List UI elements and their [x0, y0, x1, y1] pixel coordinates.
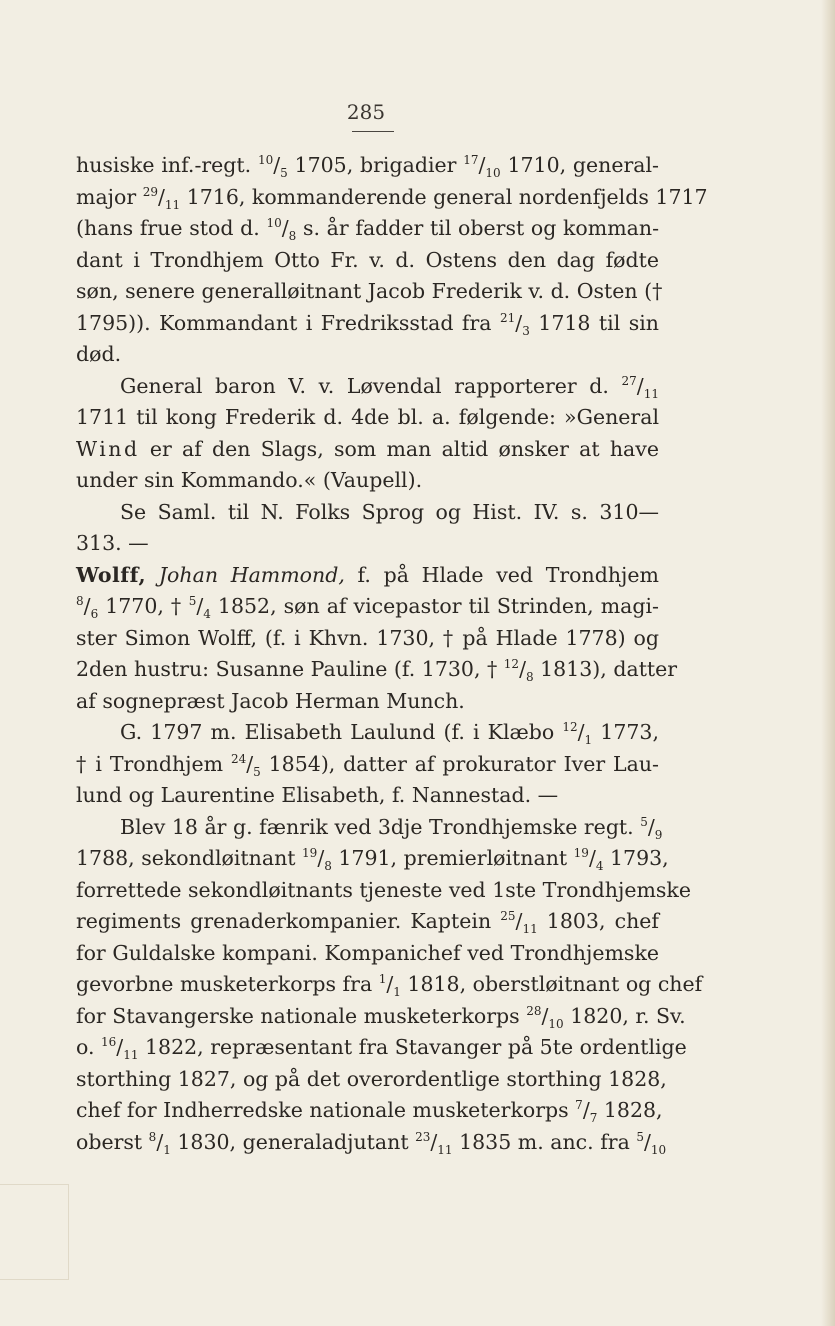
text-line	[76, 1001, 686, 1033]
text-line	[76, 1064, 667, 1096]
text-line	[76, 654, 678, 686]
text-run: /	[246, 751, 254, 776]
text-run: s. år fadder til oberst og komman-	[296, 216, 660, 240]
text-line	[76, 434, 659, 466]
text-line	[76, 497, 659, 529]
text-line	[76, 812, 663, 844]
date-superscript: 5	[188, 594, 197, 609]
text-run: for Stavangerske nationale musketerkorps	[76, 1003, 527, 1028]
text-line	[76, 938, 659, 970]
text-run: major	[76, 184, 143, 209]
text-run: /	[83, 594, 91, 618]
text-run: for Guldalske kompani. Kompanichef ved Trondhjemske	[76, 940, 659, 965]
text-line	[76, 308, 659, 340]
date-subscript: 10	[650, 1142, 667, 1157]
text-line	[76, 560, 659, 592]
date-superscript: 21	[499, 310, 516, 325]
text-run: G. 1797 m. Elisabeth Laulund (f. i Klæbo	[120, 720, 563, 744]
text-run: 1791, premierløitnant	[331, 846, 574, 870]
text-run: /	[386, 972, 394, 996]
text-line	[76, 1095, 663, 1127]
date-superscript: 10	[266, 216, 282, 231]
text-run: 1813), datter	[533, 657, 678, 681]
date-subscript: 8	[324, 859, 332, 874]
body-text	[76, 150, 708, 1158]
text-run: /	[281, 216, 289, 240]
date-subscript: 3	[522, 323, 530, 338]
text-run: søn, senere generalløitnant Jacob Frederik v. d. Osten (†	[76, 279, 663, 303]
text-run: chef for Indherredske nationale musketerkorps	[76, 1098, 576, 1122]
text-run: er af den Slags, som man altid ønsker at have	[139, 436, 659, 461]
text-run: 1822, repræsentant fra Stavanger på 5te ordentlige	[138, 1035, 687, 1059]
text-run: f. på Hlade ved Trondhjem	[344, 562, 659, 587]
text-run: Blev 18 år g. fænrik ved 3dje Trondhjemske regt.	[120, 814, 641, 839]
text-run: 1820, r. Sv.	[563, 1003, 686, 1028]
text-run: /	[430, 1129, 438, 1154]
date-subscript: 11	[522, 922, 538, 937]
text-run: ster Simon Wolff, (f. i Khvn. 1730, † på Hlade 1778) og	[76, 625, 659, 650]
date-subscript: 4	[203, 607, 211, 622]
text-run: 1854), datter af prokurator Iver Lau-	[260, 751, 659, 776]
date-superscript: 16	[101, 1035, 117, 1050]
text-run: (hans frue stod d.	[76, 216, 267, 240]
text-run: /	[515, 909, 523, 933]
text-run: /	[636, 373, 644, 398]
text-run: storthing 1827, og på det overordentlige storthing 1828,	[76, 1066, 667, 1091]
text-run: død.	[76, 342, 122, 366]
text-run: /	[582, 1098, 590, 1122]
text-line	[76, 686, 659, 718]
date-subscript: 9	[654, 827, 663, 842]
date-subscript: 1	[393, 985, 401, 1000]
date-superscript: 5	[636, 1129, 644, 1144]
date-subscript: 1	[584, 733, 593, 748]
spaced-name: Wind	[76, 436, 140, 461]
date-subscript: 5	[253, 764, 261, 779]
text-run: lund og Laurentine Elisabeth, f. Nannestad. —	[76, 783, 559, 807]
text-line	[76, 371, 659, 403]
text-line	[76, 780, 659, 812]
date-superscript: 27	[621, 373, 637, 388]
date-superscript: 10	[257, 153, 274, 168]
date-superscript: 5	[640, 814, 648, 829]
text-line	[76, 875, 691, 907]
text-run: Se Saml. til N. Folks Sprog og Hist. IV. s. 310—	[120, 499, 659, 524]
date-subscript: 10	[485, 166, 501, 181]
text-run: † i Trondhjem	[76, 751, 231, 776]
text-line	[76, 969, 703, 1001]
date-superscript: 7	[575, 1098, 583, 1113]
text-run: 1835 m. anc. fra	[452, 1129, 637, 1154]
text-run: /	[317, 846, 325, 870]
date-superscript: 8	[76, 594, 84, 609]
date-superscript: 12	[503, 657, 520, 672]
text-run: dant i Trondhjem Otto Fr. v. d. Ostens den dag fødte	[76, 247, 659, 272]
page-number: 285	[346, 100, 386, 124]
text-run: 1773,	[592, 720, 659, 744]
text-run: regiments grenaderkompanier. Kaptein	[76, 909, 501, 933]
text-run: 313. —	[76, 531, 149, 555]
text-run: 1705, brigadier	[287, 153, 464, 177]
text-line	[76, 717, 659, 749]
text-run: 1803, chef	[537, 909, 659, 933]
text-line	[76, 465, 659, 497]
date-subscript: 8	[525, 670, 534, 685]
text-run: /	[273, 153, 281, 177]
text-run: /	[519, 657, 526, 681]
text-run: under sin Kommando.« (Vaupell).	[76, 468, 423, 492]
text-run: o.	[76, 1035, 102, 1059]
date-superscript: 24	[230, 751, 247, 766]
text-line	[76, 1127, 667, 1159]
date-superscript: 19	[302, 846, 318, 861]
date-subscript: 11	[643, 386, 659, 401]
date-subscript: 11	[437, 1142, 453, 1157]
date-superscript: 12	[562, 720, 578, 735]
text-run: 1830, generaladjutant	[170, 1129, 416, 1154]
date-subscript: 8	[288, 229, 297, 244]
text-run: /	[541, 1003, 549, 1028]
text-run: 1711 til kong Frederik d. 4de bl. a. følgende: »General	[76, 405, 659, 429]
text-run: /	[157, 184, 165, 209]
text-line	[76, 1032, 687, 1064]
date-superscript: 8	[148, 1129, 157, 1144]
date-superscript: 23	[415, 1129, 431, 1144]
entry-given-names: Johan Hammond,	[158, 562, 345, 587]
date-subscript: 11	[164, 197, 181, 212]
text-line	[76, 182, 708, 214]
text-line	[76, 906, 659, 938]
text-line	[76, 402, 659, 434]
text-run: husiske inf.-regt.	[76, 153, 258, 177]
text-run: 1710, general-	[500, 153, 659, 177]
page-edge-shadow	[821, 0, 835, 1326]
entry-surname: Wolff,	[76, 562, 147, 587]
text-run: 1828,	[597, 1098, 663, 1122]
text-line	[76, 528, 659, 560]
date-subscript: 5	[280, 166, 288, 181]
date-superscript: 17	[463, 153, 479, 168]
text-run: /	[643, 1129, 651, 1154]
text-line	[76, 213, 659, 245]
text-run: gevorbne musketerkorps fra	[76, 972, 379, 996]
text-line	[76, 591, 659, 623]
date-superscript: 25	[500, 909, 516, 924]
text-run: 2den hustru: Susanne Pauline (f. 1730, †	[76, 657, 504, 681]
text-run: General baron V. v. Løvendal rapporterer d.	[120, 373, 622, 398]
text-line	[76, 245, 659, 277]
scan-margin-mark	[0, 1184, 69, 1280]
date-subscript: 7	[589, 1111, 598, 1126]
text-run: 1818, oberstløitnant og chef	[400, 972, 703, 996]
text-line	[76, 749, 659, 781]
date-subscript: 4	[595, 859, 604, 874]
date-superscript: 19	[573, 846, 589, 861]
text-run: /	[515, 310, 523, 335]
date-subscript: 10	[548, 1016, 564, 1031]
text-line	[76, 843, 669, 875]
text-run: /	[116, 1035, 124, 1059]
text-line	[76, 339, 659, 371]
text-run	[146, 563, 159, 587]
text-run: 1795)). Kommandant i Fredriksstad fra	[76, 310, 500, 335]
text-run: oberst	[76, 1129, 149, 1154]
text-run: 1788, sekondløitnant	[76, 846, 303, 870]
text-run: 1718 til sin	[529, 310, 659, 335]
text-run: /	[196, 594, 204, 618]
text-run: 1716, kommanderende general nordenfjelds 1717	[180, 184, 708, 209]
date-subscript: 1	[163, 1142, 171, 1157]
text-run: /	[588, 846, 596, 870]
text-run: 1770, †	[98, 594, 189, 618]
text-line	[76, 150, 659, 182]
text-run: /	[647, 814, 655, 839]
text-run: /	[156, 1129, 164, 1154]
text-line	[76, 623, 659, 655]
text-line	[76, 276, 663, 308]
date-subscript: 11	[123, 1048, 139, 1063]
text-run: 1793,	[603, 846, 669, 870]
date-subscript: 6	[90, 607, 99, 622]
text-run: /	[478, 153, 486, 177]
text-run: /	[577, 720, 585, 744]
date-superscript: 29	[142, 184, 158, 199]
text-run: 1852, søn af vicepastor til Strinden, magi-	[210, 594, 659, 618]
text-run: af sognepræst Jacob Herman Munch.	[76, 688, 465, 713]
date-superscript: 28	[526, 1003, 542, 1018]
text-run: forrettede sekondløitnants tjeneste ved 1ste Trondhjemske	[76, 877, 691, 902]
page-number-rule	[352, 131, 394, 132]
date-superscript: 1	[378, 972, 387, 987]
